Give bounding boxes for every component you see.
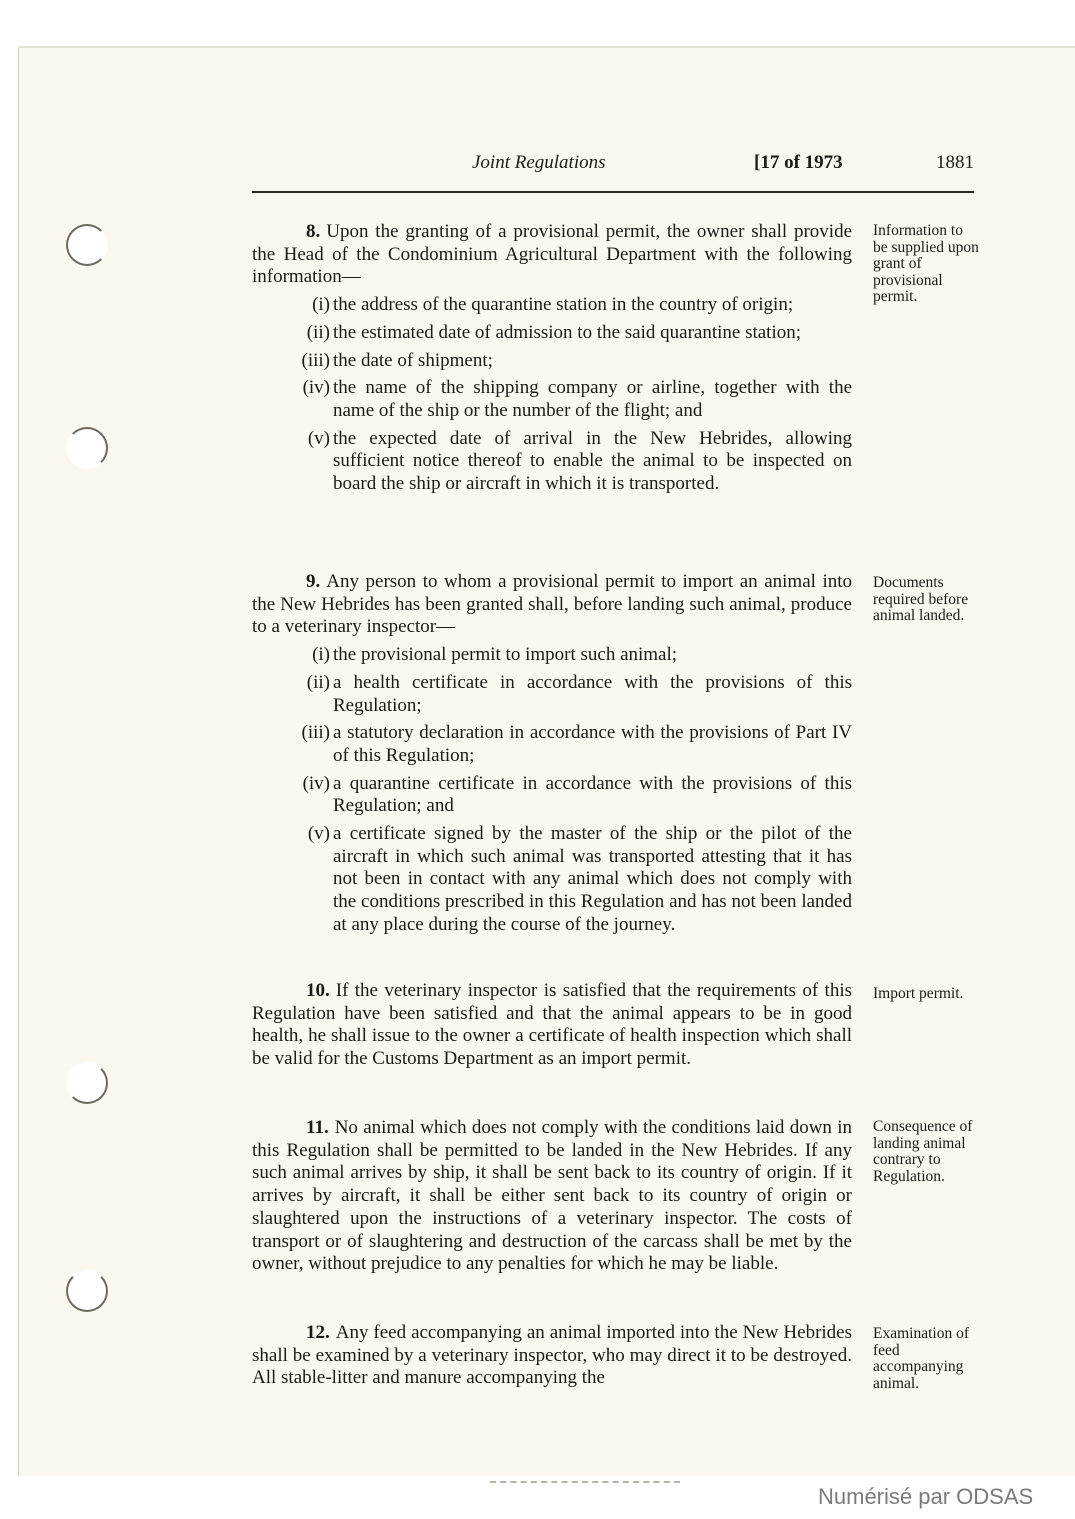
punch-hole: [66, 1270, 108, 1312]
section-9: [252, 571, 852, 937]
item-label: (i): [312, 294, 330, 316]
section-11: [252, 1117, 852, 1276]
item-label: (ii): [306, 321, 330, 343]
section-paragraph: [252, 221, 852, 289]
header-reference: [17 of 1973: [754, 152, 843, 173]
page-top-edge: [18, 46, 1075, 48]
section-number: 11.: [306, 1117, 329, 1138]
item-label: (iv): [302, 377, 330, 399]
item-text: the address of the quarantine station in the country of origin;: [333, 294, 794, 316]
header-rule: [252, 191, 974, 193]
section-number: 8.: [306, 221, 321, 242]
section-text: If the veterinary inspector is satisfied that the requirements of this Regulation have been satisfied and that the animal appears to be in good health, he shall issue to the owner a certificate of health inspection which shall be valid for the Customs Department as an import permit.: [252, 980, 852, 1070]
list-item: [252, 350, 852, 373]
item-label: (v): [307, 823, 330, 845]
list-item: [252, 377, 852, 422]
section-8: [252, 221, 852, 496]
section-number: 10.: [306, 980, 330, 1001]
item-label: (iv): [302, 772, 330, 794]
section-text: Upon the granting of a provisional permit, the owner shall provide the Head of the Condominium Agricultural Department with the following information—: [252, 221, 852, 288]
item-text: the date of shipment;: [333, 349, 493, 371]
margin-note: Import permit.: [873, 985, 964, 1002]
list-item: [252, 294, 852, 317]
punch-hole: [66, 427, 108, 469]
list-item: [252, 322, 852, 345]
margin-note: Information to be supplied upon grant of provisional permit.: [873, 222, 979, 305]
item-text: the estimated date of admission to the said quarantine station;: [333, 321, 802, 343]
header-title: Joint Regulations: [472, 152, 606, 173]
list-item: [252, 722, 852, 767]
section-paragraph: [252, 1322, 852, 1390]
page-number: 1881: [936, 152, 974, 173]
item-label: (v): [307, 427, 330, 449]
item-text: a statutory declaration in accordance with the provisions of Part IV of this Regulation;: [333, 722, 852, 766]
item-label: (iii): [301, 349, 330, 371]
scan-watermark: Numérisé par ODSAS: [818, 1484, 1034, 1509]
list-item: [252, 773, 852, 818]
item-text: a certificate signed by the master of the ship or the pilot of the aircraft in which such animal was transported attesting that it has not been in contact with any animal which does not comply with the conditions prescribed in this Regulation and has not been landed at any place during the course of the journey.: [333, 823, 852, 935]
section-paragraph: [252, 1117, 852, 1276]
margin-note: Consequence of landing animal contrary to Regulation.: [873, 1118, 973, 1185]
section-paragraph: [252, 571, 852, 639]
page-bottom-mark: [490, 1481, 680, 1486]
running-header: [252, 152, 974, 182]
list-item: [252, 428, 852, 496]
item-label: (i): [312, 644, 330, 666]
punch-hole: [66, 224, 108, 266]
item-label: (ii): [306, 671, 330, 693]
list-item: [252, 823, 852, 937]
list-item: [252, 672, 852, 717]
item-label: (iii): [301, 722, 330, 744]
item-text: the expected date of arrival in the New Hebrides, allowing sufficient notice thereof to enable the animal to be inspected on board the ship or aircraft in which it is transported.: [333, 427, 852, 495]
punch-hole: [66, 1062, 108, 1104]
section-number: 9.: [306, 571, 321, 592]
item-text: a health certificate in accordance with the provisions of this Regulation;: [333, 671, 852, 716]
margin-note: Examination of feed accompanying animal.: [873, 1325, 969, 1392]
item-text: the provisional permit to import such animal;: [333, 644, 678, 666]
item-text: a quarantine certificate in accordance with the provisions of this Regulation; and: [333, 772, 852, 817]
list-item: [252, 644, 852, 667]
section-text: Any feed accompanying an animal imported into the New Hebrides shall be examined by a veterinary inspector, who may direct it to be destroyed. All stable-litter and manure accompanying the: [252, 1322, 852, 1389]
margin-note: Documents required before animal landed.: [873, 574, 969, 624]
section-10: [252, 980, 852, 1071]
section-12: [252, 1322, 852, 1390]
section-number: 12.: [306, 1322, 330, 1343]
item-text: the name of the shipping company or airline, together with the name of the ship or the number of the flight; and: [333, 377, 852, 421]
section-paragraph: [252, 980, 852, 1071]
section-text: No animal which does not comply with the conditions laid down in this Regulation shall be permitted to be landed in the New Hebrides. If any such animal arrives by ship, it shall be sent back to its country of origin. If it arrives by aircraft, it shall be either sent back to its country of origin or slaughtered upon the instructions of a veterinary inspector. The costs of transport or of slaughtering and destruction of the carcass shall be met by the owner, without prejudice to any penalties for which he may be liable.: [252, 1117, 852, 1275]
section-text: Any person to whom a provisional permit to import an animal into the New Hebrides has been granted shall, before landing such animal, produce to a veterinary inspector—: [252, 571, 852, 638]
